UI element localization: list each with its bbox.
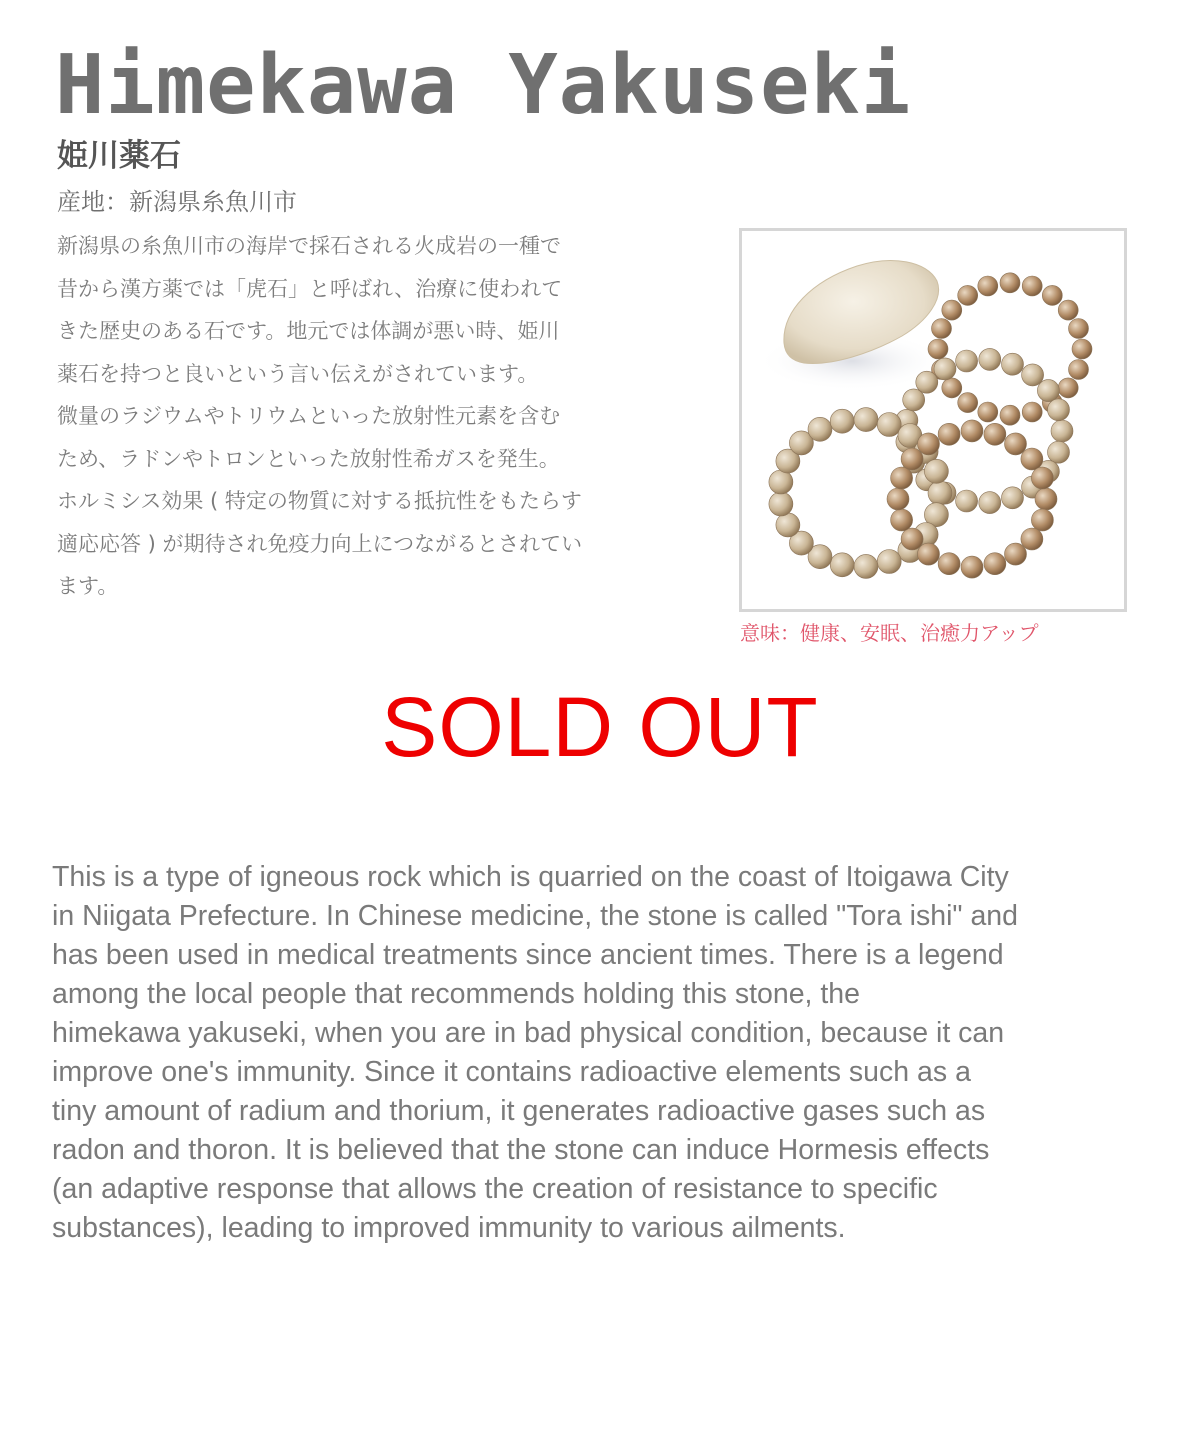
bead bbox=[934, 358, 956, 380]
bead bbox=[924, 459, 948, 483]
bead bbox=[1048, 399, 1070, 421]
bead bbox=[776, 513, 800, 537]
bead bbox=[1042, 285, 1062, 305]
description-en-line: among the local people that recommends holding this stone, the bbox=[52, 978, 861, 1010]
bead bbox=[1031, 509, 1053, 531]
bead bbox=[1005, 543, 1027, 565]
bead bbox=[928, 481, 952, 505]
description-jp-line: 適応応答 ) が期待され免疫力向上につながるとされてい bbox=[57, 531, 583, 556]
bead bbox=[1031, 467, 1053, 489]
bead bbox=[918, 543, 940, 565]
description-en-line: in Niigata Prefecture. In Chinese medicine, the stone is called "Tora ishi" and bbox=[52, 900, 1018, 932]
bead bbox=[854, 554, 878, 578]
bead bbox=[1021, 448, 1043, 470]
description-en-line: This is a type of igneous rock which is quarried on the coast of Itoigawa City bbox=[52, 861, 1009, 893]
bead bbox=[854, 408, 878, 432]
description-jp-line: 昔から漢方薬では「虎石」と呼ばれ、治療に使われて bbox=[57, 276, 563, 301]
description-en-line: radon and thoron. It is believed that the stone can induce Hormesis effects bbox=[52, 1134, 990, 1166]
bead bbox=[1022, 276, 1042, 296]
image-caption: 意味：健康、安眠、治癒力アップ bbox=[740, 621, 1039, 645]
bead bbox=[979, 492, 1001, 514]
bead bbox=[1058, 378, 1078, 398]
bead bbox=[1002, 353, 1024, 375]
description-en-line: (an adaptive response that allows the creation of resistance to specific bbox=[52, 1173, 938, 1205]
page-title: Himekawa Yakuseki bbox=[55, 38, 912, 133]
bead bbox=[877, 413, 901, 437]
description-en-line: tiny amount of radium and thorium, it generates radioactive gases such as bbox=[52, 1095, 986, 1127]
stone-bracelets-illustration bbox=[742, 231, 1124, 609]
description-jp-line: ため、ラドンやトロンといった放射性希ガスを発生。 bbox=[57, 446, 560, 471]
sold-out-label: SOLD OUT bbox=[381, 680, 819, 774]
bead bbox=[1048, 441, 1070, 463]
bead bbox=[891, 509, 913, 531]
description-en-line: improve one's immunity. Since it contains radioactive elements such as a bbox=[52, 1056, 971, 1088]
bead bbox=[901, 448, 923, 470]
bead bbox=[1021, 528, 1043, 550]
bead bbox=[877, 550, 901, 574]
bead bbox=[916, 371, 938, 393]
bead bbox=[808, 417, 832, 441]
bead bbox=[1022, 364, 1044, 386]
bead bbox=[956, 490, 978, 512]
description-jp-line: 新潟県の糸魚川市の海岸で採石される火成岩の一種で bbox=[57, 234, 561, 258]
product-photo bbox=[739, 228, 1127, 612]
bead bbox=[1002, 487, 1024, 509]
description-jp bbox=[57, 225, 707, 608]
bead bbox=[891, 467, 913, 489]
bead bbox=[938, 553, 960, 575]
bead bbox=[961, 556, 983, 578]
bead bbox=[956, 350, 978, 372]
bead bbox=[769, 492, 793, 516]
bead bbox=[830, 553, 854, 577]
bead bbox=[1000, 405, 1020, 425]
bead bbox=[901, 528, 923, 550]
description-jp-line: ます。 bbox=[57, 574, 119, 598]
bead bbox=[1069, 360, 1089, 380]
bead bbox=[1072, 339, 1092, 359]
bead bbox=[958, 285, 978, 305]
bead bbox=[958, 393, 978, 413]
description-en bbox=[52, 858, 1162, 1248]
description-en-line: has been used in medical treatments since ancient times. There is a legend bbox=[52, 939, 1004, 971]
bead bbox=[984, 553, 1006, 575]
bead bbox=[1035, 488, 1057, 510]
bead bbox=[769, 470, 793, 494]
bead bbox=[961, 420, 983, 442]
bead bbox=[830, 409, 854, 433]
bead bbox=[1022, 402, 1042, 422]
bead bbox=[1000, 273, 1020, 293]
bead bbox=[1051, 420, 1073, 442]
bead bbox=[938, 423, 960, 445]
bead bbox=[918, 433, 940, 455]
bead bbox=[1058, 300, 1078, 320]
bead bbox=[978, 402, 998, 422]
bead bbox=[942, 300, 962, 320]
bead bbox=[932, 319, 952, 339]
bead bbox=[1069, 319, 1089, 339]
bead bbox=[978, 276, 998, 296]
bead bbox=[1005, 433, 1027, 455]
bead bbox=[984, 423, 1006, 445]
description-jp-line: 薬石を持つと良いという言い伝えがされています。 bbox=[57, 361, 539, 386]
bead bbox=[979, 348, 1001, 370]
bead bbox=[1037, 380, 1059, 402]
bead bbox=[942, 378, 962, 398]
bead bbox=[903, 389, 925, 411]
product-origin: 産地：新潟県糸魚川市 bbox=[57, 188, 297, 216]
bead bbox=[928, 339, 948, 359]
description-en-line: substances), leading to improved immunity to various ailments. bbox=[52, 1212, 846, 1244]
description-en-line: himekawa yakuseki, when you are in bad physical condition, because it can bbox=[52, 1017, 1005, 1049]
description-jp-line: ホルミシス効果 ( 特定の物質に対する抵抗性をもたらす bbox=[57, 489, 582, 513]
description-jp-line: きた歴史のある石です。地元では体調が悪い時、姫川 bbox=[57, 319, 560, 343]
product-name-jp: 姫川薬石 bbox=[57, 138, 181, 174]
bead bbox=[887, 488, 909, 510]
description-jp-line: 微量のラジウムやトリウムといった放射性元素を含む bbox=[57, 404, 561, 428]
